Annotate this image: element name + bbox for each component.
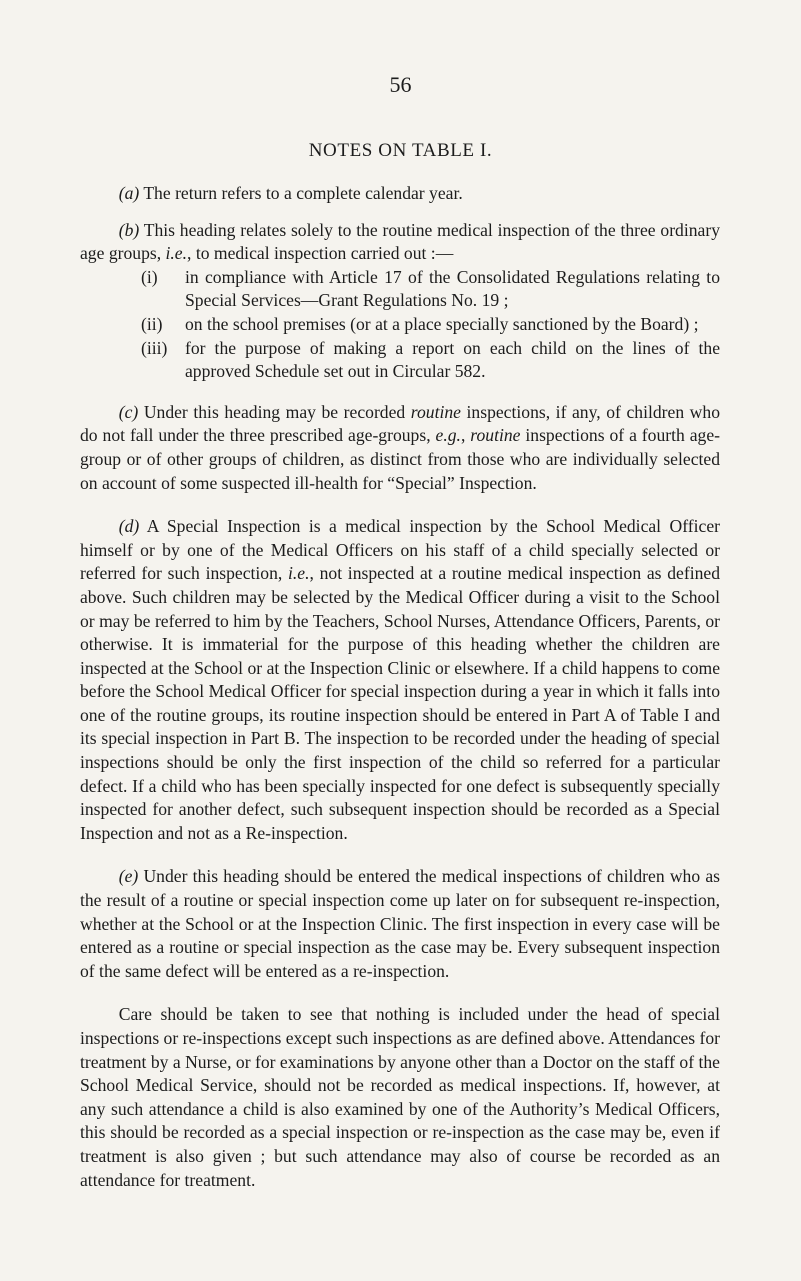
note-b-ie: i.e. (165, 243, 188, 264)
note-b-text-1: This heading relates solely to the routine medical inspection of the three ordinary age groups, (80, 219, 720, 264)
item-text: in compliance with Article 17 of the Consolidated Regulations relating to Special Services—Grant Regulations No. 19 ; (185, 266, 720, 311)
care-paragraph: Care should be taken to see that nothing is included under the head of special inspections or re-inspections except such inspections as are defined above. Attendances for treatment by a Nurse, or for examinations by anyone other than a Doctor on the staff of the School Medical Service, should not be recorded as medical inspections. If, however, at any such attendance a child is also examined by one of the Authority’s Medical Officers, this should be recorded as a special inspection or re-inspection as the case may be, even if treatment is also given ; but such attendance may also of course be recorded as an attendance for treatment. (80, 1004, 721, 1190)
note-b (80, 219, 720, 266)
notes-body (80, 182, 720, 1192)
note-d-ie: i.e. (288, 563, 310, 584)
item-number: (ii) (141, 313, 163, 334)
note-d-label: (d) (118, 516, 140, 537)
note-d-text-1: A Special Inspection is a medical inspection by the School Medical Officer himself or by one of the Medical Officers on his staff of a child specially selected or referred for such inspection, (80, 516, 720, 584)
item-text: on the school premises (or at a place specially sanctioned by the Board) ; (185, 313, 699, 334)
note-c-label: (c) (118, 401, 139, 422)
note-a (80, 182, 720, 206)
note-c-text-3: , (460, 425, 471, 446)
item-number: (i) (141, 266, 158, 287)
note-c (80, 401, 720, 495)
note-b-text-2: , to medical inspection carried out :— (187, 243, 454, 264)
note-b-item-ii (80, 313, 720, 337)
note-c-text-2: inspections, if any, of children who do not fall under the three prescribed age-groups, (80, 401, 720, 446)
page-number: 56 (389, 72, 412, 97)
note-c-eg: e.g. (435, 425, 461, 446)
note-c-text-4: inspections of a fourth age-group or of other groups of children, as distinct from those who are individually selected on account of some suspected ill-health for “Special” Inspection. (80, 425, 721, 493)
note-b-label: (b) (118, 219, 140, 240)
note-c-text-1: Under this heading may be recorded (138, 401, 411, 422)
note-d (80, 515, 720, 845)
note-b-item-i (80, 266, 720, 313)
item-number: (iii) (141, 337, 168, 358)
note-a-label: (a) (118, 183, 140, 203)
note-b-item-iii (80, 337, 720, 384)
note-a-text: The return refers to a complete calendar year. (139, 183, 463, 203)
note-e-label: (e) (118, 866, 139, 887)
note-c-routine-2: routine (470, 425, 521, 446)
page-title: NOTES ON TABLE I. (308, 140, 493, 161)
item-text: for the purpose of making a report on each child on the lines of the approved Schedule set out in Circular 582. (185, 337, 720, 382)
note-e (80, 865, 720, 983)
note-c-routine-1: routine (410, 401, 461, 422)
note-e-text: Under this heading should be entered the medical inspections of children who as the result of a routine or special inspection come up later on for subsequent re-inspection, whether at the School or at the Inspection Clinic. The first inspection in every case will be entered as a routine or special inspection as the case may be. Every subsequent inspection of the same defect will be entered as a re-inspection. (80, 866, 720, 981)
note-d-text-2: , not inspected at a routine medical inspection as defined above. Such children may be selected by the Medical Officer during a visit to the School or may be referred to him by the Teachers, School Nurses, Attendance Officers, Parents, or otherwise. It is immaterial for the purpose of this heading whether the children are inspected at the School or at the Inspection Clinic or elsewhere. If a child happens to come before the School Medical Officer for special inspection during a year in which it falls into one of the routine groups, its routine inspection should be entered in Part A of Table I and its special inspection in Part B. The inspection to be recorded under the heading of special inspections should be only the first inspection of the child so referred for a particular defect. If a child who has been specially inspected for one defect is subsequently specially inspected for another defect, such subsequent inspection should be recorded as a Special Inspection and not as a Re-inspection. (80, 563, 720, 843)
